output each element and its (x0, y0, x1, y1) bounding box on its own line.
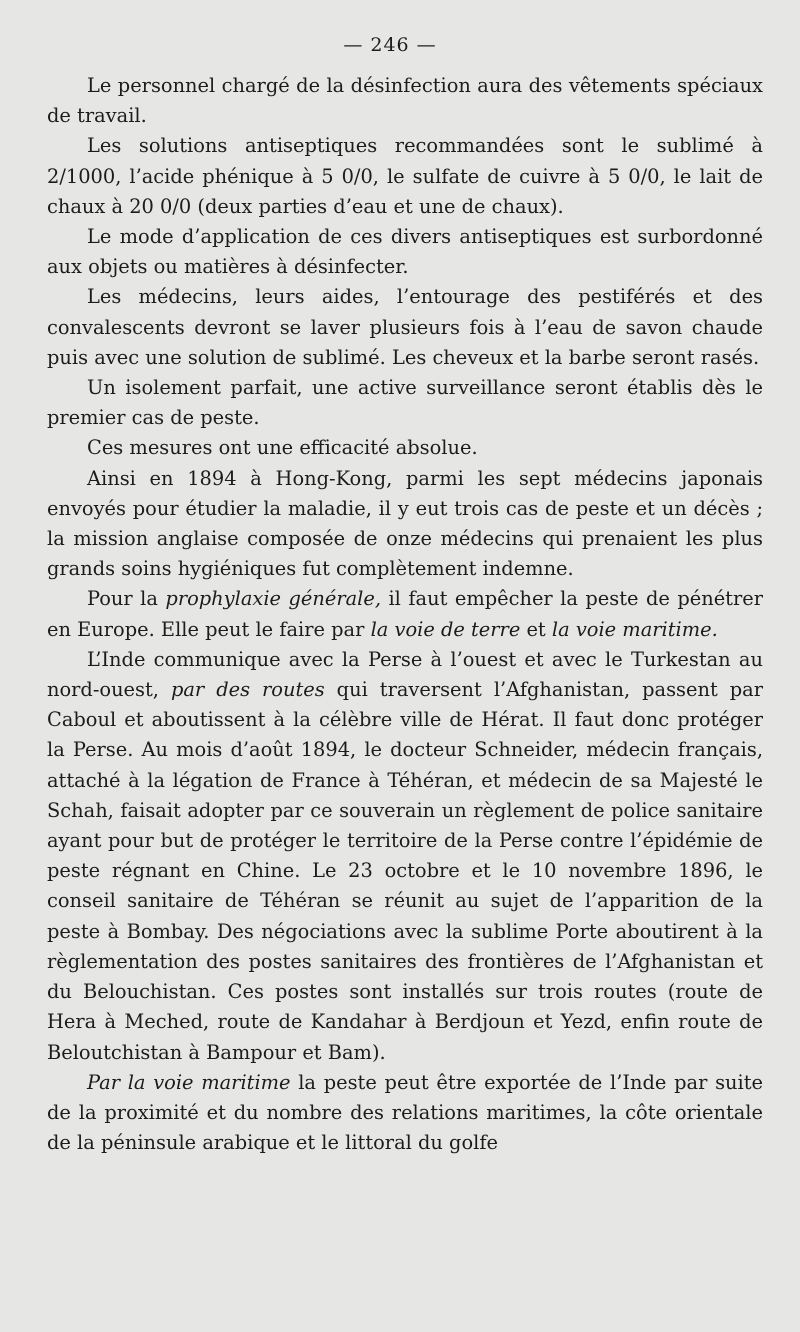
paragraph-medecins: Les médecins, leurs aides, l’entourage des pestiférés et des convalescents devront se laver plusieurs fois à l’eau de savon chaude puis avec une solution de sublimé. Les cheveux et la barbe seront rasés. (47, 285, 763, 369)
emphasis-par-voie-maritime: Par la voie maritime (87, 1070, 291, 1094)
paragraph-isolement: Un isolement parfait, une active surveillance seront établis dès le premier cas de peste. (47, 376, 763, 430)
emphasis-voie-terre: la voie de terre (370, 617, 521, 641)
paragraph-mesures: Ces mesures ont une efficacité absolue. (87, 436, 478, 460)
paragraph-hong-kong: Ainsi en 1894 à Hong-Kong, parmi les sept médecins japonais envoyés pour étudier la maladie, il y eut trois cas de peste et un décès ; la mission anglaise composée de onze médecins qui prenaient les plus grands soins hygiéniques fut complètement indemne. (47, 466, 763, 581)
body-text (47, 71, 763, 1158)
text-run: il faut empêcher la peste de pénétrer en Europe. Elle peut le faire par (47, 587, 763, 641)
paragraph-inde-perse (47, 645, 763, 1068)
paragraph-voie-maritime (47, 1068, 763, 1159)
emphasis-routes: par des routes (170, 678, 325, 702)
text-run: Pour la (87, 587, 166, 611)
text-run: qui traversent l’Afghanistan, passent par Caboul et aboutissent à la célèbre ville de Hérat. Il faut donc protéger la Perse. Au mois d’août 1894, le docteur Schneider, médecin français, attaché à la légation de France à Téhéran, et médecin de sa Majesté le Schah, faisait adopter par ce souverain un règlement de police sanitaire ayant pour but de protéger le territoire de la Perse contre l’épidémie de peste régnant en Chine. Le 23 octobre et le 10 novembre 1896, le conseil sanitaire de Téhéran se réunit au sujet de l’apparition de la peste à Bombay. Des négociations avec la sublime Porte aboutirent à la règlementation des postes sanitaires des frontières de l’Afghanistan et du Belouchistan. Ces postes sont installés sur trois routes (route de Hera à Meched, route de Kandahar à Berdjoun et Yezd, enfin route de Beloutchistan à Bampour et Bam). (47, 678, 764, 1064)
paragraph-personnel: Le personnel chargé de la désinfection aura des vêtements spéciaux de travail. (47, 74, 763, 128)
text-run: la peste peut être exportée de l’Inde par suite de la proximité et du nombre des relations maritimes, la côte orientale de la péninsule arabique et le littoral du golfe (47, 1070, 763, 1155)
paragraph-application: Le mode d’application de ces divers antiseptiques est surbordonné aux objets ou matières à désinfecter. (47, 225, 763, 279)
text-run: L’Inde communique avec la Perse à l’ouest et avec le Turkestan au nord-ouest, (47, 647, 763, 702)
emphasis-prophylaxie: prophylaxie générale, (165, 587, 381, 611)
emphasis-voie-maritime: la voie maritime. (551, 617, 718, 641)
text-run: et (520, 617, 552, 641)
paragraph-prophylaxie (47, 584, 763, 644)
page-number: — 246 — (343, 34, 437, 56)
paragraph-solutions: Les solutions antiseptiques recommandées sont le sublimé à 2/1000, l’acide phénique à 5 0/0, le sulfate de cuivre à 5 0/0, le lait de chaux à 20 0/0 (deux parties d’eau et une de chaux). (47, 134, 763, 218)
